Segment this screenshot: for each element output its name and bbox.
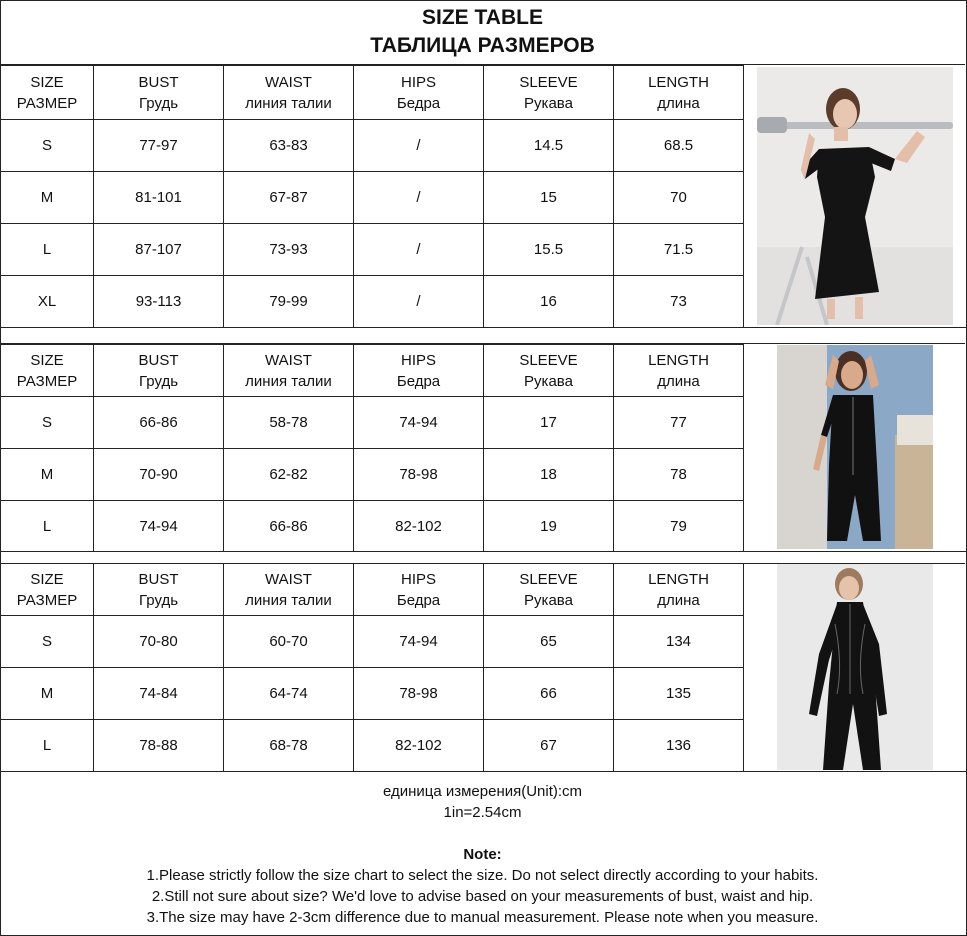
title-russian: ТАБЛИЦА РАЗМЕРОВ (370, 34, 595, 57)
cell-hips: 78-98 (354, 449, 484, 501)
header-waist (224, 66, 354, 120)
cell-sleeve: 17 (484, 397, 614, 449)
cell-size: XL (1, 276, 94, 328)
cell-waist: 64-74 (224, 668, 354, 720)
product-photo-short-sleeve-skirt (757, 67, 953, 325)
table-row (1, 397, 744, 449)
header-bust-ru: Грудь (138, 94, 179, 112)
note-line-1: 1.Please strictly follow the size chart to select the size. Do not select directly according to your habits. (146, 867, 819, 884)
size-table-2 (0, 344, 744, 552)
header-size-en: SIZE (30, 570, 64, 588)
cell-length: 71.5 (614, 224, 744, 276)
header-bust (94, 66, 224, 120)
cell-sleeve: 65 (484, 616, 614, 668)
cell-length: 68.5 (614, 120, 744, 172)
header-bust (94, 345, 224, 397)
header-hips-ru: Бедра (396, 94, 441, 112)
header-sleeve-ru: Рукава (524, 591, 573, 609)
header-hips-ru: Бедра (396, 591, 441, 609)
note-line-2: 2.Still not sure about size? We'd love to advise based on your measurements of bust, waist and hip. (151, 888, 814, 905)
cell-hips: 74-94 (354, 397, 484, 449)
cell-sleeve: 14.5 (484, 120, 614, 172)
cell-size: L (1, 224, 94, 276)
cell-bust: 77-97 (94, 120, 224, 172)
cell-length: 70 (614, 172, 744, 224)
cell-bust: 70-90 (94, 449, 224, 501)
cell-length: 78 (614, 449, 744, 501)
cell-sleeve: 15.5 (484, 224, 614, 276)
header-bust (94, 564, 224, 616)
header-hips-en: HIPS (400, 570, 436, 588)
table-row (1, 501, 744, 552)
header-bust-ru: Грудь (138, 591, 179, 609)
cell-hips: 78-98 (354, 668, 484, 720)
cell-waist: 68-78 (224, 720, 354, 772)
cell-waist: 62-82 (224, 449, 354, 501)
header-waist-ru: линия талии (245, 591, 332, 609)
cell-size: M (1, 449, 94, 501)
table-row (1, 276, 744, 328)
cell-hips: 82-102 (354, 501, 484, 552)
header-hips (354, 345, 484, 397)
header-row (1, 564, 744, 616)
header-size-ru: РАЗМЕР (16, 94, 78, 112)
cell-waist: 58-78 (224, 397, 354, 449)
cell-length: 73 (614, 276, 744, 328)
cell-hips: / (354, 120, 484, 172)
cell-length: 79 (614, 501, 744, 552)
notes-section (0, 772, 965, 934)
conversion-text: 1in=2.54cm (443, 804, 522, 821)
header-length (614, 564, 744, 616)
note-line-3: 3.The size may have 2-3cm difference due to manual measurement. Please note when you measure. (146, 909, 819, 926)
cell-length: 135 (614, 668, 744, 720)
table-row (1, 172, 744, 224)
header-row (1, 66, 744, 120)
header-size-ru: РАЗМЕР (16, 591, 78, 609)
header-row (1, 345, 744, 397)
table-row (1, 224, 744, 276)
header-sleeve-ru: Рукава (524, 94, 573, 112)
header-length-ru: длина (657, 94, 700, 112)
header-waist-en: WAIST (265, 73, 312, 91)
size-table-1 (0, 65, 744, 328)
header-sleeve-en: SLEEVE (519, 570, 578, 588)
table-row (1, 720, 744, 772)
note-heading: Note: (463, 846, 502, 863)
header-size (1, 345, 94, 397)
cell-size: M (1, 668, 94, 720)
cell-sleeve: 66 (484, 668, 614, 720)
product-photo-short-jumpsuit (777, 345, 933, 549)
table-row (1, 616, 744, 668)
cell-bust: 81-101 (94, 172, 224, 224)
header-waist-en: WAIST (265, 570, 312, 588)
cell-bust: 66-86 (94, 397, 224, 449)
title-block (0, 0, 965, 65)
header-waist (224, 564, 354, 616)
cell-size: M (1, 172, 94, 224)
header-sleeve (484, 345, 614, 397)
table-row (1, 120, 744, 172)
header-waist-ru: линия талии (245, 94, 332, 112)
size-table-3 (0, 563, 744, 772)
cell-waist: 67-87 (224, 172, 354, 224)
header-length-en: LENGTH (648, 570, 709, 588)
cell-sleeve: 19 (484, 501, 614, 552)
header-length-en: LENGTH (648, 73, 709, 91)
cell-size: L (1, 720, 94, 772)
header-size-en: SIZE (30, 73, 64, 91)
header-bust-en: BUST (138, 351, 179, 369)
header-length-ru: длина (657, 372, 700, 390)
cell-size: S (1, 616, 94, 668)
cell-bust: 74-94 (94, 501, 224, 552)
unit-text: единица измерения(Unit):cm (382, 783, 583, 800)
cell-bust: 70-80 (94, 616, 224, 668)
size-section-1 (0, 65, 965, 327)
cell-sleeve: 16 (484, 276, 614, 328)
cell-size: S (1, 397, 94, 449)
cell-waist: 63-83 (224, 120, 354, 172)
size-section-3 (0, 563, 965, 771)
title-english: SIZE TABLE (422, 6, 543, 29)
header-waist-ru: линия талии (245, 372, 332, 390)
section-divider-1 (0, 327, 965, 344)
cell-length: 77 (614, 397, 744, 449)
header-size-en: SIZE (30, 351, 64, 369)
header-bust-en: BUST (138, 570, 179, 588)
header-sleeve-en: SLEEVE (519, 351, 578, 369)
header-hips-en: HIPS (400, 351, 436, 369)
product-photo-long-sleeve-jumpsuit (777, 564, 933, 770)
photo-cell-3 (743, 563, 966, 772)
header-bust-ru: Грудь (138, 372, 179, 390)
header-size (1, 66, 94, 120)
header-waist-en: WAIST (265, 351, 312, 369)
header-sleeve (484, 66, 614, 120)
header-length (614, 66, 744, 120)
cell-waist: 79-99 (224, 276, 354, 328)
cell-sleeve: 15 (484, 172, 614, 224)
table-row (1, 449, 744, 501)
header-size-ru: РАЗМЕР (16, 372, 78, 390)
header-length-ru: длина (657, 591, 700, 609)
cell-hips: / (354, 276, 484, 328)
cell-size: S (1, 120, 94, 172)
cell-sleeve: 18 (484, 449, 614, 501)
photo-cell-2 (743, 344, 966, 552)
cell-hips: / (354, 224, 484, 276)
header-sleeve (484, 564, 614, 616)
cell-bust: 74-84 (94, 668, 224, 720)
header-waist (224, 345, 354, 397)
cell-bust: 93-113 (94, 276, 224, 328)
header-sleeve-en: SLEEVE (519, 73, 578, 91)
cell-length: 134 (614, 616, 744, 668)
header-length-en: LENGTH (648, 351, 709, 369)
header-size (1, 564, 94, 616)
cell-waist: 73-93 (224, 224, 354, 276)
cell-size: L (1, 501, 94, 552)
cell-length: 136 (614, 720, 744, 772)
header-hips-en: HIPS (400, 73, 436, 91)
cell-waist: 66-86 (224, 501, 354, 552)
size-section-2 (0, 344, 965, 551)
cell-hips: 74-94 (354, 616, 484, 668)
table-row (1, 668, 744, 720)
cell-sleeve: 67 (484, 720, 614, 772)
header-length (614, 345, 744, 397)
cell-hips: 82-102 (354, 720, 484, 772)
header-hips (354, 66, 484, 120)
header-bust-en: BUST (138, 73, 179, 91)
header-sleeve-ru: Рукава (524, 372, 573, 390)
header-hips (354, 564, 484, 616)
cell-bust: 78-88 (94, 720, 224, 772)
cell-waist: 60-70 (224, 616, 354, 668)
cell-hips: / (354, 172, 484, 224)
photo-cell-1 (743, 65, 966, 328)
header-hips-ru: Бедра (396, 372, 441, 390)
cell-bust: 87-107 (94, 224, 224, 276)
